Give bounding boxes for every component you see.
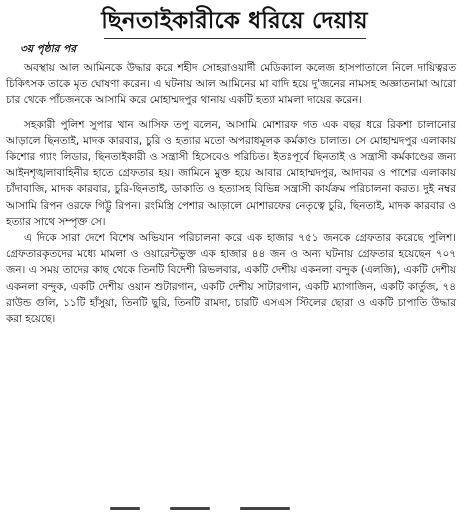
fragment-mark [170, 507, 210, 510]
paragraph-spacer [6, 109, 456, 117]
headline-container [0, 6, 469, 36]
article-body [6, 60, 456, 327]
fragment-mark [110, 507, 140, 510]
cut-off-text-fragment [110, 503, 350, 513]
article-paragraph-3: এ দিকে সারা দেশে বিশেষ অভিযান পরিচালনা করে এক হাজার ৭৫১ জনকে গ্রেফতার করেছে পুলিশ। গ্রেফতারকৃতদের মধ্যে মামলা ও ওয়ারেন্টভুক্ত এক হাজার ৪৪ জন ও অন্য ঘটনায় গ্রেফতার হয়েছেন ৭০৭ জন। এ সময় তাদের কাছ থেকে তিনটি বিদেশী রিভলবার, একটি দেশীয় একনলা বন্দুক (এলজি), একটি দেশীয় একনলা বন্দুক, একটি দেশীয় ওয়ান শুটারগান, একটি দেশীয় সাটারগান, একটি ম্যাগাজিন, একটি কার্তুজ, ৭৪ রাউন্ড গুলি, ১১টি হাঁসুয়া, তিনটি ছুরি, তিনটি রামদা, চারটি এসএস স্টিলের ছোরা ও একটি চাপাতি উদ্ধার করা হয়েছে। [6, 232, 456, 326]
article-paragraph-1: অবস্থায় আল আমিনকে উদ্ধার করে শহীদ সোহরাওয়ার্দী মেডিক্যাল কলেজ হাসপাতালে নিলে দায়িত্বরত চিকিৎসক তাকে মৃত ঘোষণা করেন। এ ঘটনায় আল আমিনের মা বাদি হয়ে দু'জনের নামসহ অজ্ঞাতনামা আরো চার থেকে পাঁচজনকে আসামি করে মোহাম্মদপুর থানায় একটি হত্যা মামলা দায়ের করেন। [6, 62, 456, 107]
article-headline: ছিনতাইকারীকে ধরিয়ে দেয়ায় [101, 8, 368, 34]
headline-underline [104, 38, 366, 39]
continuation-label: ৩য় পৃষ্ঠার পর [20, 43, 77, 55]
fragment-mark [240, 507, 290, 510]
article-paragraph-2: সহকারী পুলিশ সুপার খান আসিফ তপু বলেন, আসামি মোশারফ গত এক বছর ধরে রিকশা চালানোর আড়ালে ছিনতাই, মাদক কারবার, চুরি ও হত্যার মতো অপরাধমূলক কর্মকাণ্ড চালাত। সে মোহাম্মদপুর এলাকায় কিশোর গ্যাং লিডার, ছিনতাইকারী ও সন্ত্রাসী হিসেবেও পরিচিত। ইতঃপূর্বে ছিনতাই ও সন্ত্রাসী কর্মকাণ্ডের জন্য আইনশৃঙ্খলাবাহিনীর হাতে গ্রেফতার হয়। জামিনে মুক্ত হয়ে আবার মোহাম্মদপুর, আদাবর ও পাশের এলাকায় চাঁদাবাজি, মাদক কারবার, চুরি-ছিনতাই, ডাকাতি ও হত্যাসহ বিভিন্ন সন্ত্রাসী কার্যক্রম পরিচালনা করত। দুই নম্বর আসামি রিপন ওরফে গিট্টু রিপন। রংমিস্ত্রি পেশার আড়ালে মোশারফের নেতৃত্বে চুরি, ছিনতাই, মাদক কারবার ও হত্যার সাথে সম্পৃক্ত সে। [6, 118, 456, 228]
